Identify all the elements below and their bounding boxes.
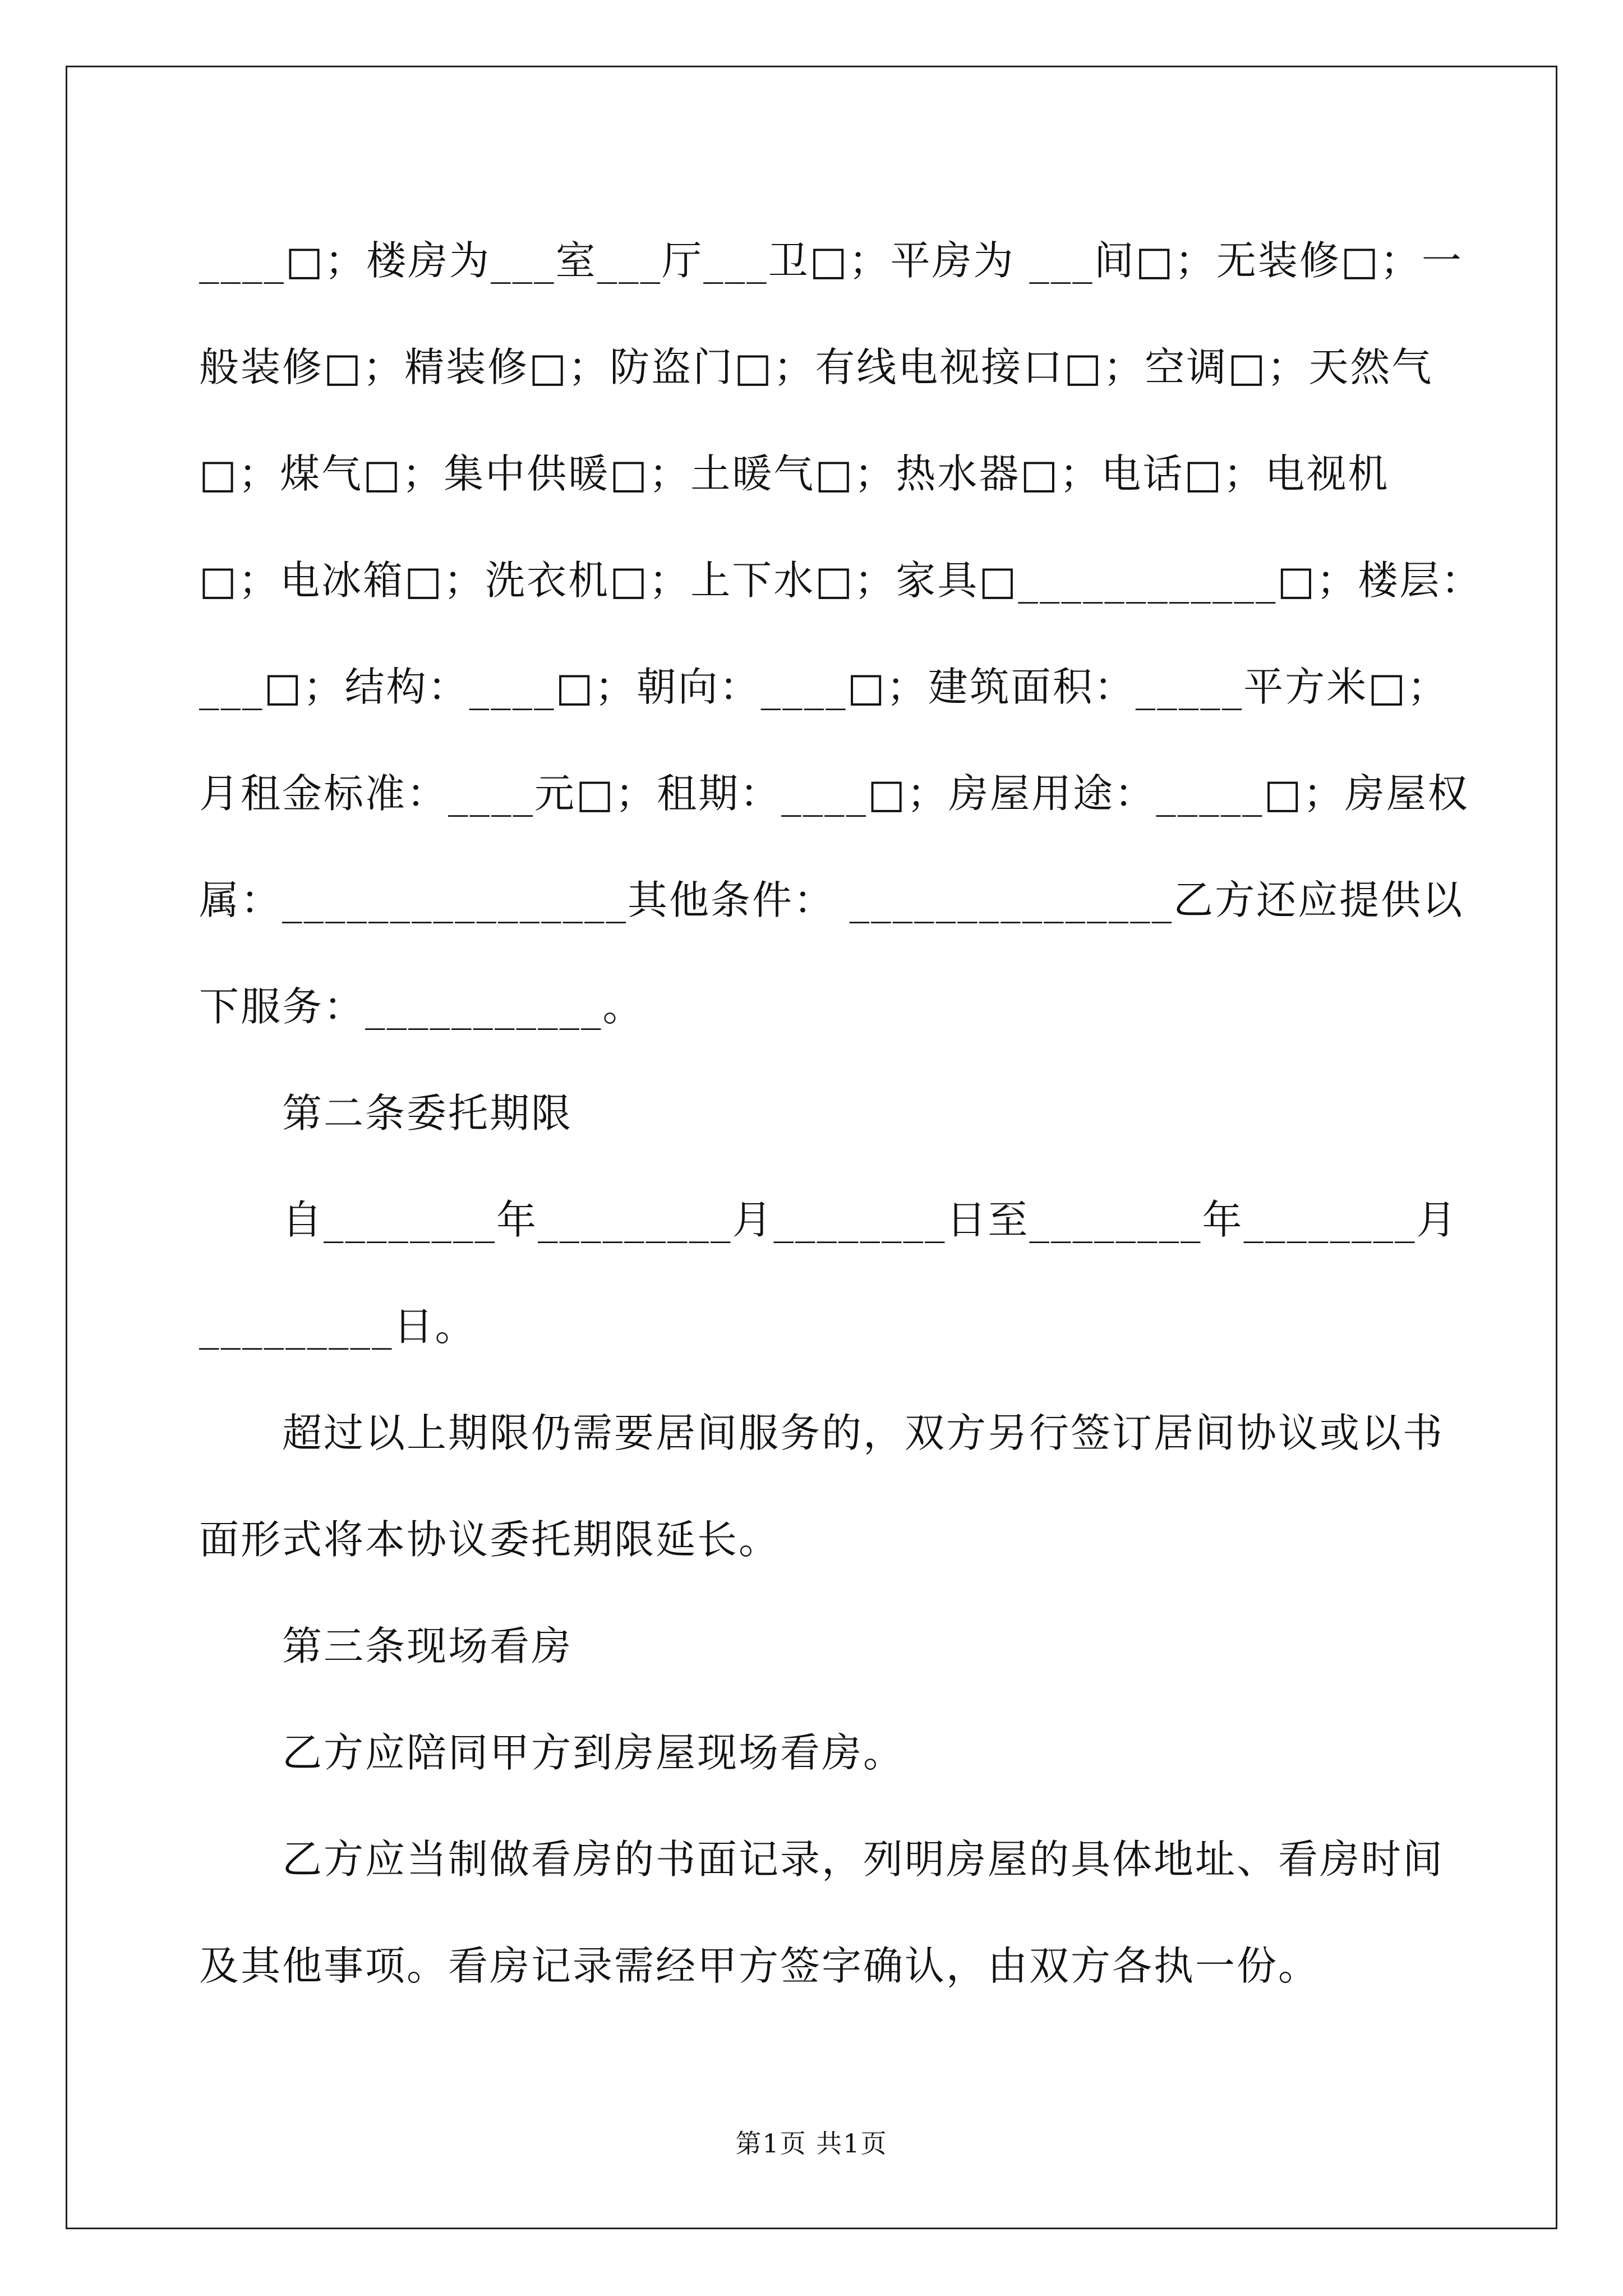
document-body: [199, 208, 1483, 2019]
text-line: 下服务：___________。: [199, 983, 644, 1030]
text-line: □；电冰箱□；洗衣机□；上下水□；家具□____________□；楼层：: [199, 557, 1483, 604]
page-number: 第1页 共1页: [735, 2128, 888, 2159]
text-line: ___□；结构：____□；朝向：____□；建筑面积：_____平方米□；: [199, 664, 1449, 710]
text-line: ____□；楼房为___室___厅___卫□；平房为 ___间□；无装修□；一: [199, 237, 1463, 284]
text-line: _________日。: [199, 1303, 477, 1350]
text-line: 月租金标准：____元□；租期：____□；房屋用途：_____□；房屋权: [199, 770, 1469, 817]
text-line: 超过以上期限仍需要居间服务的，双方另行签订居间协议或以书: [282, 1410, 1445, 1456]
section-heading: 第三条现场看房: [282, 1623, 573, 1669]
text-line: 属：________________其他条件： _______________乙方还应提供以: [199, 877, 1464, 923]
text-line: 般装修□；精装修□；防盗门□；有线电视接口□；空调□；天然气: [199, 344, 1433, 390]
text-line: □；煤气□；集中供暖□；土暖气□；热水器□；电话□；电视机: [199, 450, 1390, 497]
text-line: 面形式将本协议委托期限延长。: [199, 1516, 781, 1563]
section-heading: 第二条委托期限: [282, 1090, 573, 1137]
text-line: 乙方应陪同甲方到房屋现场看房。: [282, 1729, 905, 1776]
text-line: 自________年_________月________日至________年________月: [282, 1197, 1458, 1243]
text-line: 及其他事项。看房记录需经甲方签字确认，由双方各执一份。: [199, 1943, 1320, 1989]
text-line: 乙方应当制做看房的书面记录，列明房屋的具体地址、看房时间: [282, 1836, 1445, 1883]
